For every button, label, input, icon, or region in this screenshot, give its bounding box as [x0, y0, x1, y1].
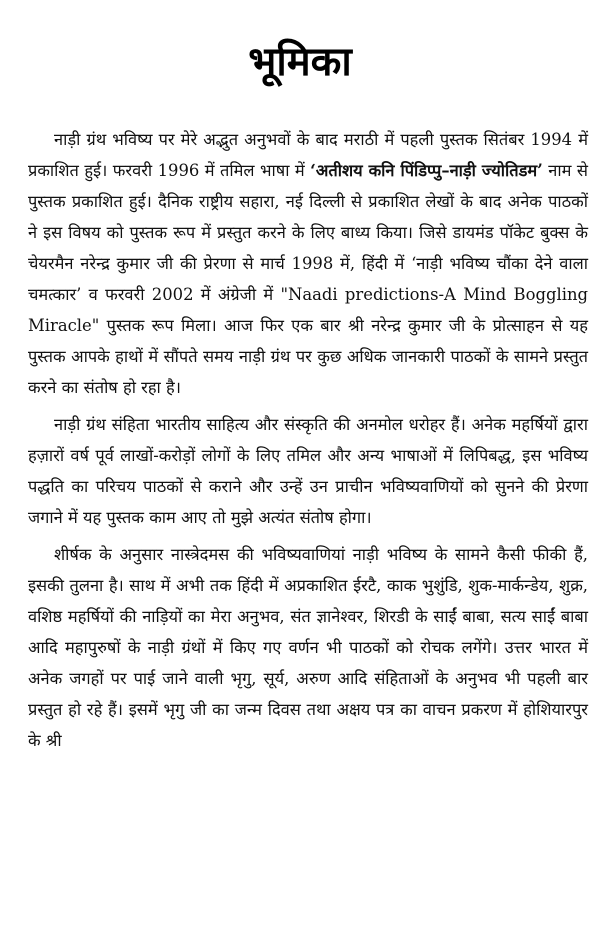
paragraph-2 — [28, 409, 588, 533]
paragraph-3 — [28, 539, 588, 756]
paragraph-3-text: शीर्षक के अनुसार नास्त्रेदमस की भविष्यवाणियां नाड़ी भविष्य के सामने कैसी फीकी हैं, इसकी तुलना है। साथ में अभी तक हिंदी में अप्रकाशित ईरटै, काक भुशुंडि, शुक-मार्कन्डेय, शुक्र, वशिष्ठ महर्षियों की नाड़ियों का मेरा अनुभव, संत ज्ञानेश्वर, शिरडी के साईं बाबा, सत्य साईं बाबा आदि महापुरुषों के नाड़ी ग्रंथों में किए गए वर्णन भी पाठकों को रोचक लगेंगे। उत्तर भारत में अनेक जगहों पर पाई जाने वाली भृगु, सूर्य, अरुण आदि संहिताओं के अनुभव भी पहली बार प्रस्तुत हो रहे हैं। इसमें भृगु जी का जन्म दिवस तथा अक्षय पत्र का वाचन प्रकरण में होशियारपुर के श्री — [28, 545, 588, 750]
page-title: भूमिका — [248, 39, 352, 85]
paragraph-1-text-a: नाड़ी ग्रंथ भविष्य पर मेरे अद्भुत अनुभवों के बाद मराठी में पहली पुस्तक सितंबर 1994 में प्रकाशित हुई। फरवरी 1996 में तमिल भाषा में — [28, 130, 588, 180]
paragraph-1-text-b: नाम से पुस्तक प्रकाशित हुई। दैनिक राष्ट्रीय सहारा, नई दिल्ली से प्रकाशित लेखों के बाद अनेक पाठकों ने इस विषय को पुस्तक रूप में प्रस्तुत करने के लिए बाध्य किया। जिसे डायमंड पॉकेट बुक्स के चेयरमैन नरेन्द्र कुमार जी की प्रेरणा से मार्च 1998 में, हिंदी में ‘नाड़ी भविष्य चौंका देने वाला चमत्कार’ व फरवरी 2002 में अंग्रेजी में "Naadi predictions-A Mind Boggling Miracle" पुस्तक रूप मिला। आज फिर एक बार श्री नरेन्द्र कुमार जी के प्रोत्साहन से यह पुस्तक आपके हाथों में सौंपते समय नाड़ी ग्रंथ पर कुछ अधिक जानकारी पाठकों के सामने प्रस्तुत करने का संतोष हो रहा है। — [28, 161, 588, 397]
paragraph-1-bold-title: ‘अतीशय कनि पिंडिप्पु–नाड़ी ज्योतिडम’ — [310, 161, 543, 180]
paragraph-1 — [28, 124, 588, 403]
paragraph-2-text: नाड़ी ग्रंथ संहिता भारतीय साहित्य और संस्कृति की अनमोल धरोहर हैं। अनेक महर्षियों द्वारा हज़ारों वर्ष पूर्व लाखों-करोड़ों लोगों के लिए तमिल और अन्य भाषाओं में लिपिबद्ध, इस भविष्य पद्धति का परिचय पाठकों से कराने और उन्हें उन प्राचीन भविष्यवाणियों को सुनने की प्रेरणा जगाने में यह पुस्तक काम आए तो मुझे अत्यंत संतोष होगा। — [28, 415, 588, 527]
body-text — [28, 124, 588, 762]
